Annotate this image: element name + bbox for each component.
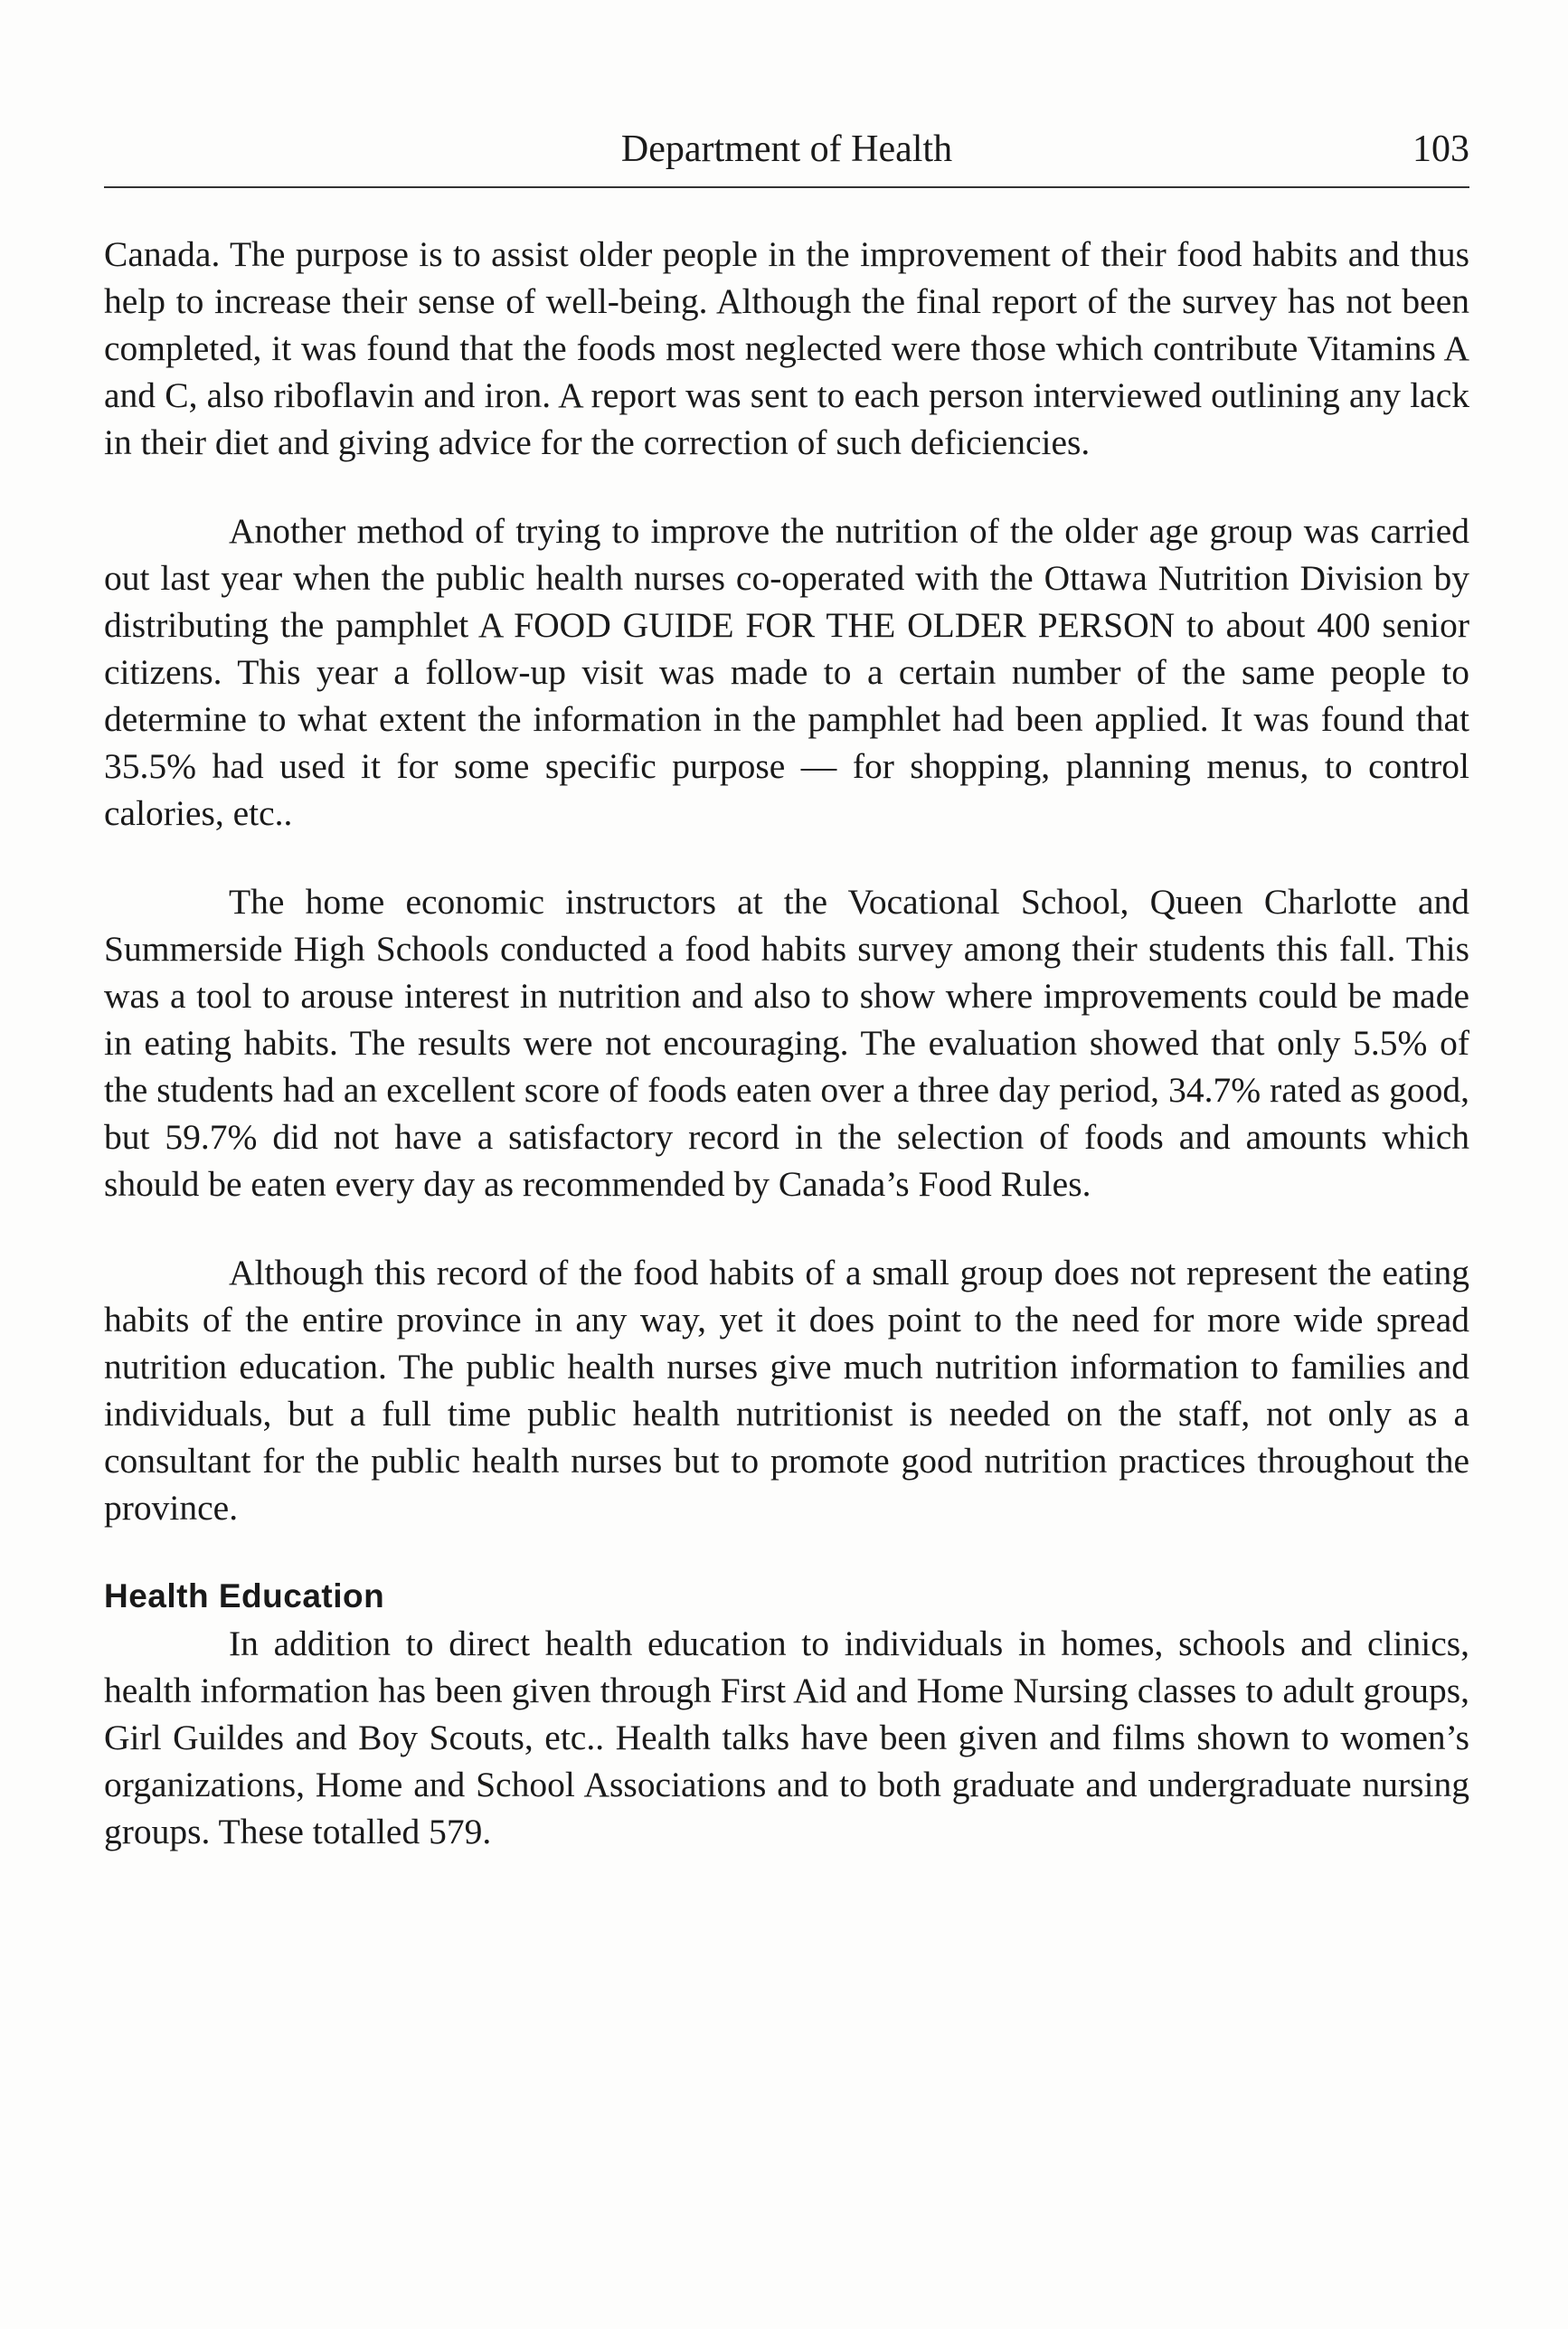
header-rule [104,186,1469,188]
paragraph: Another method of trying to improve the nutrition of the older age group was carried out last year when the public health nurses co-operated with the Ottawa Nutrition Division by distributing the pamphlet A FOOD GUIDE FOR THE OLDER PERSON to about 400 senior citizens. This year a follow-up visit was made to a certain number of the same people to determine to what extent the information in the pamphlet had been applied. It was found that 35.5% had used it for some specific purpose — for shopping, planning menus, to control calories, etc.. [104,511,1469,833]
paragraph: Although this record of the food habits of a small group does not represent the eating habits of the entire province in any way, yet it does point to the need for more wide spread nutrition education. The public health nurses give much nutrition information to families and individuals, but a full time public health nutritionist is needed on the staff, not only as a consultant for the public health nurses but to promote good nutrition practices throughout the province. [104,1253,1469,1528]
page-number: 103 [1412,128,1469,170]
paragraph: The home economic instructors at the Vocational School, Queen Charlotte and Summerside High Schools conducted a food habits survey among their students this fall. This was a tool to arouse interest in nutrition and also to show where improvements could be made in eating habits. The results were not encouraging. The evaluation showed that only 5.5% of the students had an excellent score of foods eaten over a three day period, 34.7% rated as good, but 59.7% did not have a satisfactory record in the selection of foods and amounts which should be eaten every day as recommended by Canada’s Food Rules. [104,882,1469,1204]
body-text [104,231,1469,1855]
paragraph-gap [104,466,1469,507]
running-header [104,122,1469,176]
section-paragraph: In addition to direct health education to individuals in homes, schools and clinics, health information has been given through First Aid and Home Nursing classes to adult groups, Girl Guildes and Boy Scouts, etc.. Health talks have been given and films shown to women’s organizations, Home and School Associations and to both graduate and undergraduate nursing groups. These totalled 579. [104,1624,1469,1851]
section-heading: Health Education [104,1577,385,1614]
running-title: Department of Health [620,128,953,170]
paragraph-gap [104,1207,1469,1249]
paragraph-gap [104,1531,1469,1573]
paragraph-continued: Canada. The purpose is to assist older people in the improvement of their food habits and thus help to increase their sense of well-being. Although the final report of the survey has not been completed, it was found that the foods most neglected were those which contribute Vitamins A and C, also riboflavin and iron. A report was sent to each person interviewed outlining any lack in their diet and giving advice for the correction of such deficiencies. [104,234,1469,462]
paragraph-gap [104,837,1469,878]
